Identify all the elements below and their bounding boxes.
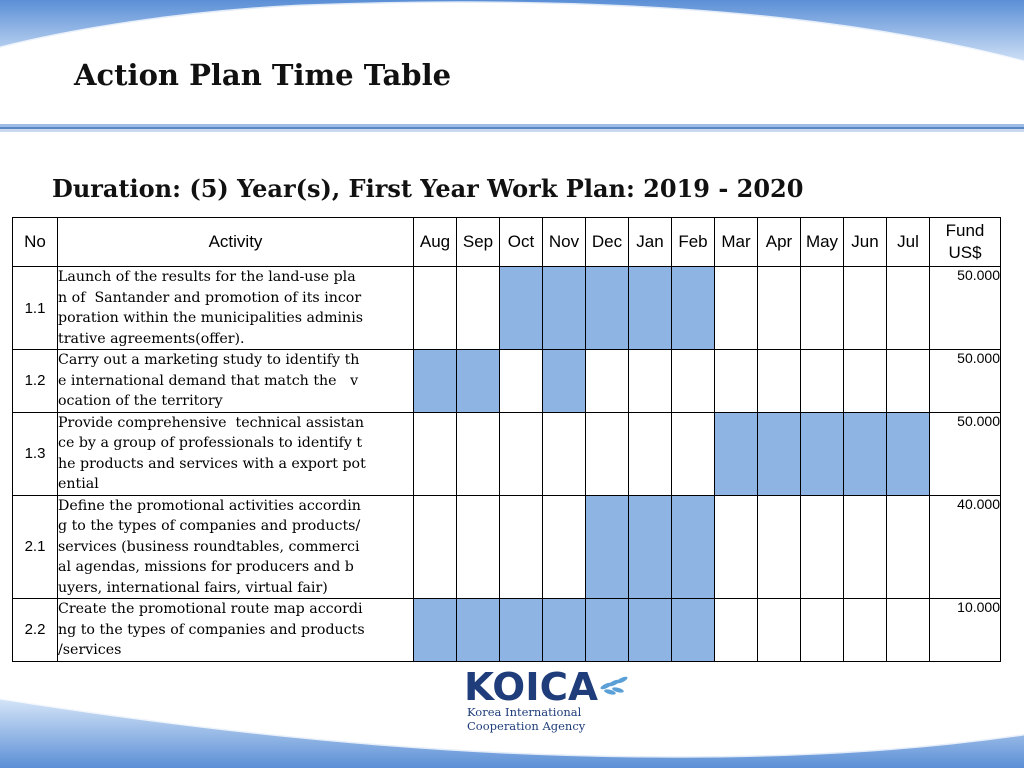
fund-amount: 50.000: [930, 350, 1001, 413]
empty-month-cell: [758, 267, 801, 350]
empty-month-cell: [414, 412, 457, 495]
row-number: 2.2: [13, 599, 58, 662]
empty-month-cell: [672, 412, 715, 495]
activity-description: Launch of the results for the land-use pla n of Santander and promotion of its incor poration within the municipalities adminis trative agreements(offer).: [58, 267, 414, 350]
header-month: Jan: [629, 218, 672, 267]
header-fund: Fund US$: [930, 218, 1001, 267]
fund-amount: 50.000: [930, 267, 1001, 350]
header-month: Nov: [543, 218, 586, 267]
empty-month-cell: [758, 350, 801, 413]
empty-month-cell: [543, 495, 586, 599]
empty-month-cell: [887, 495, 930, 599]
scheduled-month-cell: [629, 599, 672, 662]
koica-logo: [464, 664, 634, 734]
scheduled-month-cell: [457, 599, 500, 662]
empty-month-cell: [715, 350, 758, 413]
header-month: Dec: [586, 218, 629, 267]
koica-full-name: Korea International Cooperation Agency: [467, 705, 586, 733]
empty-month-cell: [457, 412, 500, 495]
scheduled-month-cell: [414, 350, 457, 413]
header-month: Feb: [672, 218, 715, 267]
empty-month-cell: [586, 412, 629, 495]
scheduled-month-cell: [672, 267, 715, 350]
activity-description: Create the promotional route map accordi ng to the types of companies and products /services: [58, 599, 414, 662]
fund-amount: 10.000: [930, 599, 1001, 662]
scheduled-month-cell: [586, 267, 629, 350]
scheduled-month-cell: [500, 599, 543, 662]
activity-description: Carry out a marketing study to identify th e international demand that match the v ocation of the territory: [58, 350, 414, 413]
page-title: Action Plan Time Table: [74, 58, 452, 92]
scheduled-month-cell: [672, 495, 715, 599]
scheduled-month-cell: [629, 495, 672, 599]
row-number: 1.3: [13, 412, 58, 495]
table-row: [13, 412, 1001, 495]
empty-month-cell: [715, 267, 758, 350]
header-no: No: [13, 218, 58, 267]
header-activity: Activity: [58, 218, 414, 267]
empty-month-cell: [887, 350, 930, 413]
empty-month-cell: [801, 350, 844, 413]
empty-month-cell: [457, 495, 500, 599]
scheduled-month-cell: [543, 350, 586, 413]
empty-month-cell: [586, 350, 629, 413]
empty-month-cell: [758, 599, 801, 662]
row-number: 2.1: [13, 495, 58, 599]
empty-month-cell: [414, 495, 457, 599]
empty-month-cell: [887, 599, 930, 662]
row-number: 1.1: [13, 267, 58, 350]
scheduled-month-cell: [758, 412, 801, 495]
empty-month-cell: [758, 495, 801, 599]
empty-month-cell: [629, 350, 672, 413]
scheduled-month-cell: [801, 412, 844, 495]
empty-month-cell: [801, 599, 844, 662]
header-month: Sep: [457, 218, 500, 267]
koica-wordmark: [464, 664, 634, 706]
scheduled-month-cell: [500, 267, 543, 350]
activity-description: Define the promotional activities accordin g to the types of companies and products/ services (business roundtables, commerci al agendas, missions for producers and b uyers, international fairs, virtual fair): [58, 495, 414, 599]
empty-month-cell: [801, 267, 844, 350]
row-number: 1.2: [13, 350, 58, 413]
empty-month-cell: [457, 267, 500, 350]
svg-text:KOICA: KOICA: [464, 665, 599, 706]
empty-month-cell: [500, 412, 543, 495]
empty-month-cell: [887, 267, 930, 350]
empty-month-cell: [500, 350, 543, 413]
empty-month-cell: [844, 350, 887, 413]
header-month: Jun: [844, 218, 887, 267]
empty-month-cell: [543, 412, 586, 495]
empty-month-cell: [715, 599, 758, 662]
empty-month-cell: [844, 495, 887, 599]
header-month: Jul: [887, 218, 930, 267]
empty-month-cell: [414, 267, 457, 350]
fund-amount: 40.000: [930, 495, 1001, 599]
header-month: Mar: [715, 218, 758, 267]
fund-amount: 50.000: [930, 412, 1001, 495]
action-plan-table: [12, 217, 1001, 662]
table-row: [13, 495, 1001, 599]
scheduled-month-cell: [715, 412, 758, 495]
header-month: Aug: [414, 218, 457, 267]
table-row: [13, 350, 1001, 413]
scheduled-month-cell: [414, 599, 457, 662]
header-row: [13, 218, 1001, 267]
scheduled-month-cell: [457, 350, 500, 413]
scheduled-month-cell: [887, 412, 930, 495]
empty-month-cell: [715, 495, 758, 599]
scheduled-month-cell: [672, 599, 715, 662]
scheduled-month-cell: [586, 599, 629, 662]
empty-month-cell: [844, 267, 887, 350]
header-month: Apr: [758, 218, 801, 267]
header-month: May: [801, 218, 844, 267]
table-row: [13, 599, 1001, 662]
empty-month-cell: [672, 350, 715, 413]
scheduled-month-cell: [543, 267, 586, 350]
activity-description: Provide comprehensive technical assistan ce by a group of professionals to identify t he products and services with a export pot ential: [58, 412, 414, 495]
title-underline: [0, 122, 1024, 134]
empty-month-cell: [844, 599, 887, 662]
scheduled-month-cell: [629, 267, 672, 350]
header-month: Oct: [500, 218, 543, 267]
table-row: [13, 267, 1001, 350]
empty-month-cell: [629, 412, 672, 495]
empty-month-cell: [500, 495, 543, 599]
empty-month-cell: [801, 495, 844, 599]
scheduled-month-cell: [543, 599, 586, 662]
leaf-icon: [600, 675, 629, 695]
duration-subtitle: Duration: (5) Year(s), First Year Work Plan: 2019 - 2020: [52, 174, 804, 203]
scheduled-month-cell: [586, 495, 629, 599]
scheduled-month-cell: [844, 412, 887, 495]
